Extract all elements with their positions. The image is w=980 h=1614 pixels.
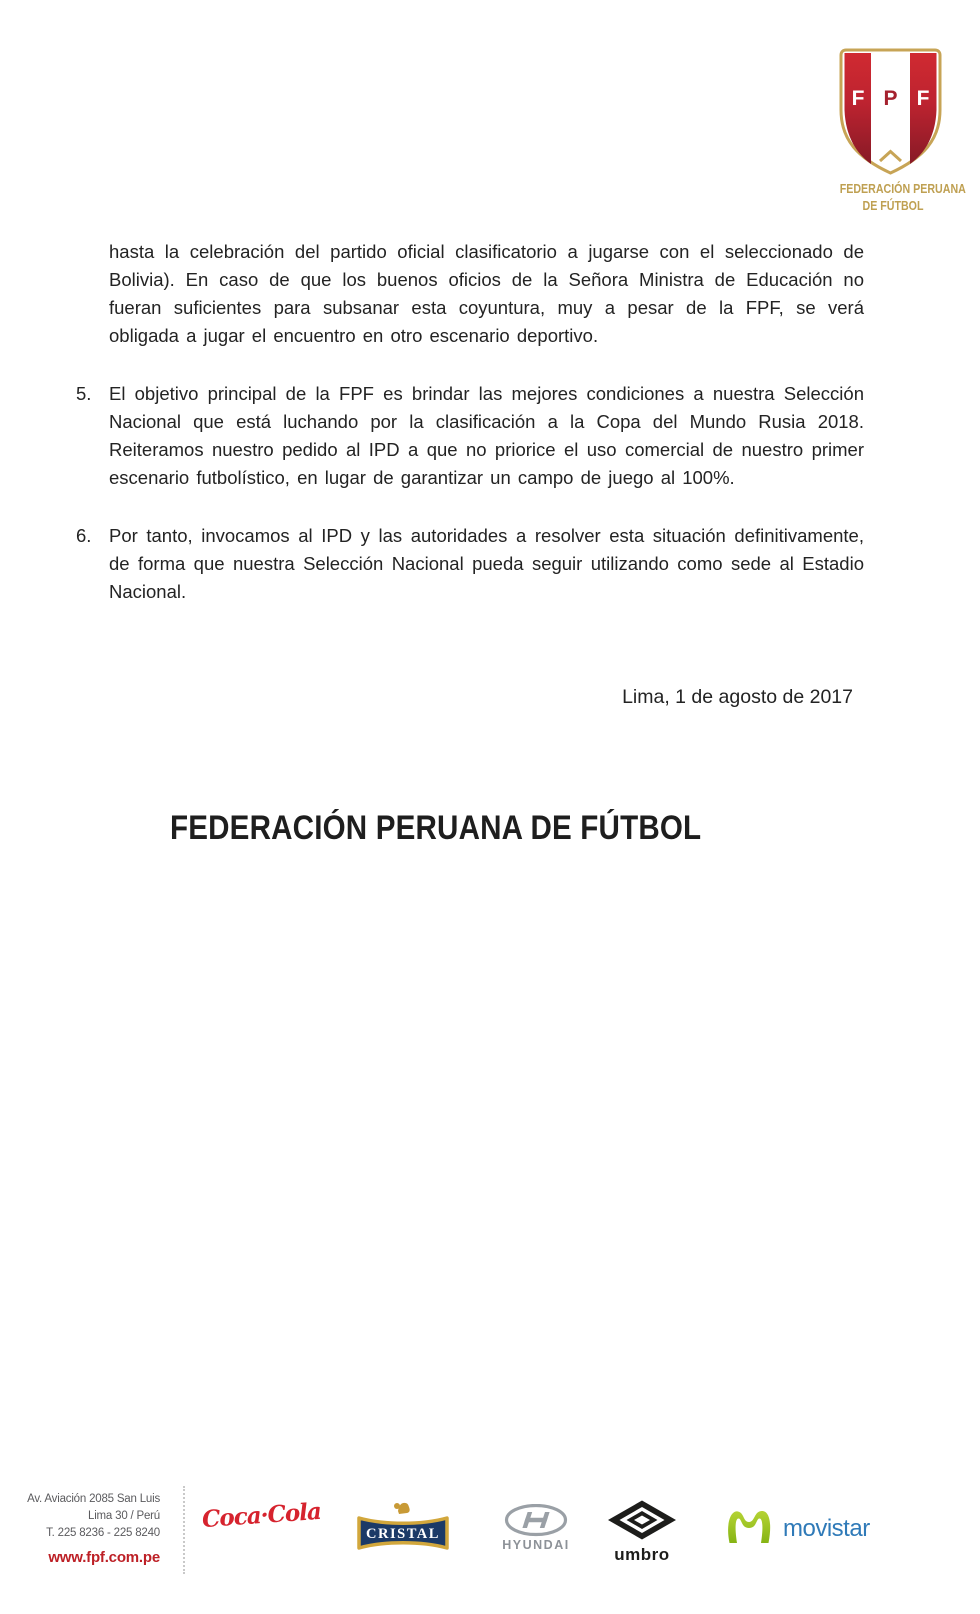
address-block <box>20 1491 160 1566</box>
umbro-label: umbro <box>614 1545 670 1564</box>
item-text: Por tanto, invocamos al IPD y las autoridades a resolver esta situación definitivamente, de forma que nuestra Selección Nacional pueda seguir utilizando como sede al Estadio Nacional. <box>109 525 864 602</box>
intro-paragraph: hasta la celebración del partido oficial clasificatorio a jugarse con el seleccionado de Bolivia). En caso de que los buenos oficios de la Señora Ministra de Educación no fueran suficientes para subsanar esta coyuntura, muy a pesar de la FPF, se verá obligada a jugar el encuentro en otro escenario deportivo. <box>109 241 864 346</box>
item-number: 6. <box>76 525 92 546</box>
address-line: Av. Aviación 2085 San Luis <box>27 1493 160 1505</box>
cristal-logo-icon <box>356 1500 450 1556</box>
crest-org-name-line1: FEDERACIÓN PERUANA <box>839 181 966 196</box>
address-line: Lima 30 / Perú <box>88 1510 160 1522</box>
movistar-label: movistar <box>783 1515 870 1542</box>
hyundai-logo <box>493 1504 579 1557</box>
fpf-shield-icon <box>838 48 943 176</box>
item-text: El objetivo principal de la FPF es brindar las mejores condiciones a nuestra Selección Nacional que está luchando por la clasificación a la Copa del Mundo Rusia 2018. Reiteramos nuestro pedido al IPD a que no priorice el uso comercial de nuestro primer escenario futbolístico, en lugar de garantizar un campo de juego al 100%. <box>109 383 864 488</box>
dateline: Lima, 1 de agosto de 2017 <box>622 686 853 708</box>
umbro-logo <box>607 1500 677 1563</box>
list-item-6 <box>76 522 864 606</box>
movistar-logo <box>724 1507 870 1545</box>
hyundai-label: HYUNDAI <box>502 1538 570 1552</box>
cristal-label: CRISTAL <box>366 1526 440 1542</box>
website-text: www.fpf.com.pe <box>48 1549 160 1566</box>
crest-org-name <box>828 181 966 213</box>
cocacola-logo <box>201 1497 322 1534</box>
crest-org-name-line2: DE FÚTBOL <box>862 198 924 213</box>
address-line: T. 225 8236 - 225 8240 <box>46 1527 160 1539</box>
signature-title: FEDERACIÓN PERUANA DE FÚTBOL <box>170 809 702 847</box>
cocacola-logo-icon: Coca·Cola <box>201 1497 322 1534</box>
movistar-m-icon <box>724 1507 774 1545</box>
letter-body <box>76 238 864 606</box>
cristal-logo <box>356 1500 450 1561</box>
umbro-logo-icon <box>607 1500 677 1540</box>
crest-letter-f1: F <box>851 87 865 110</box>
footer-divider <box>183 1486 185 1574</box>
list-item-5 <box>76 380 864 492</box>
crest-letter-f2: F <box>916 87 930 110</box>
fpf-crest-logo <box>838 48 943 176</box>
hyundai-logo-icon <box>493 1504 579 1552</box>
item-number: 5. <box>76 383 92 404</box>
crest-letter-p: P <box>883 87 898 110</box>
